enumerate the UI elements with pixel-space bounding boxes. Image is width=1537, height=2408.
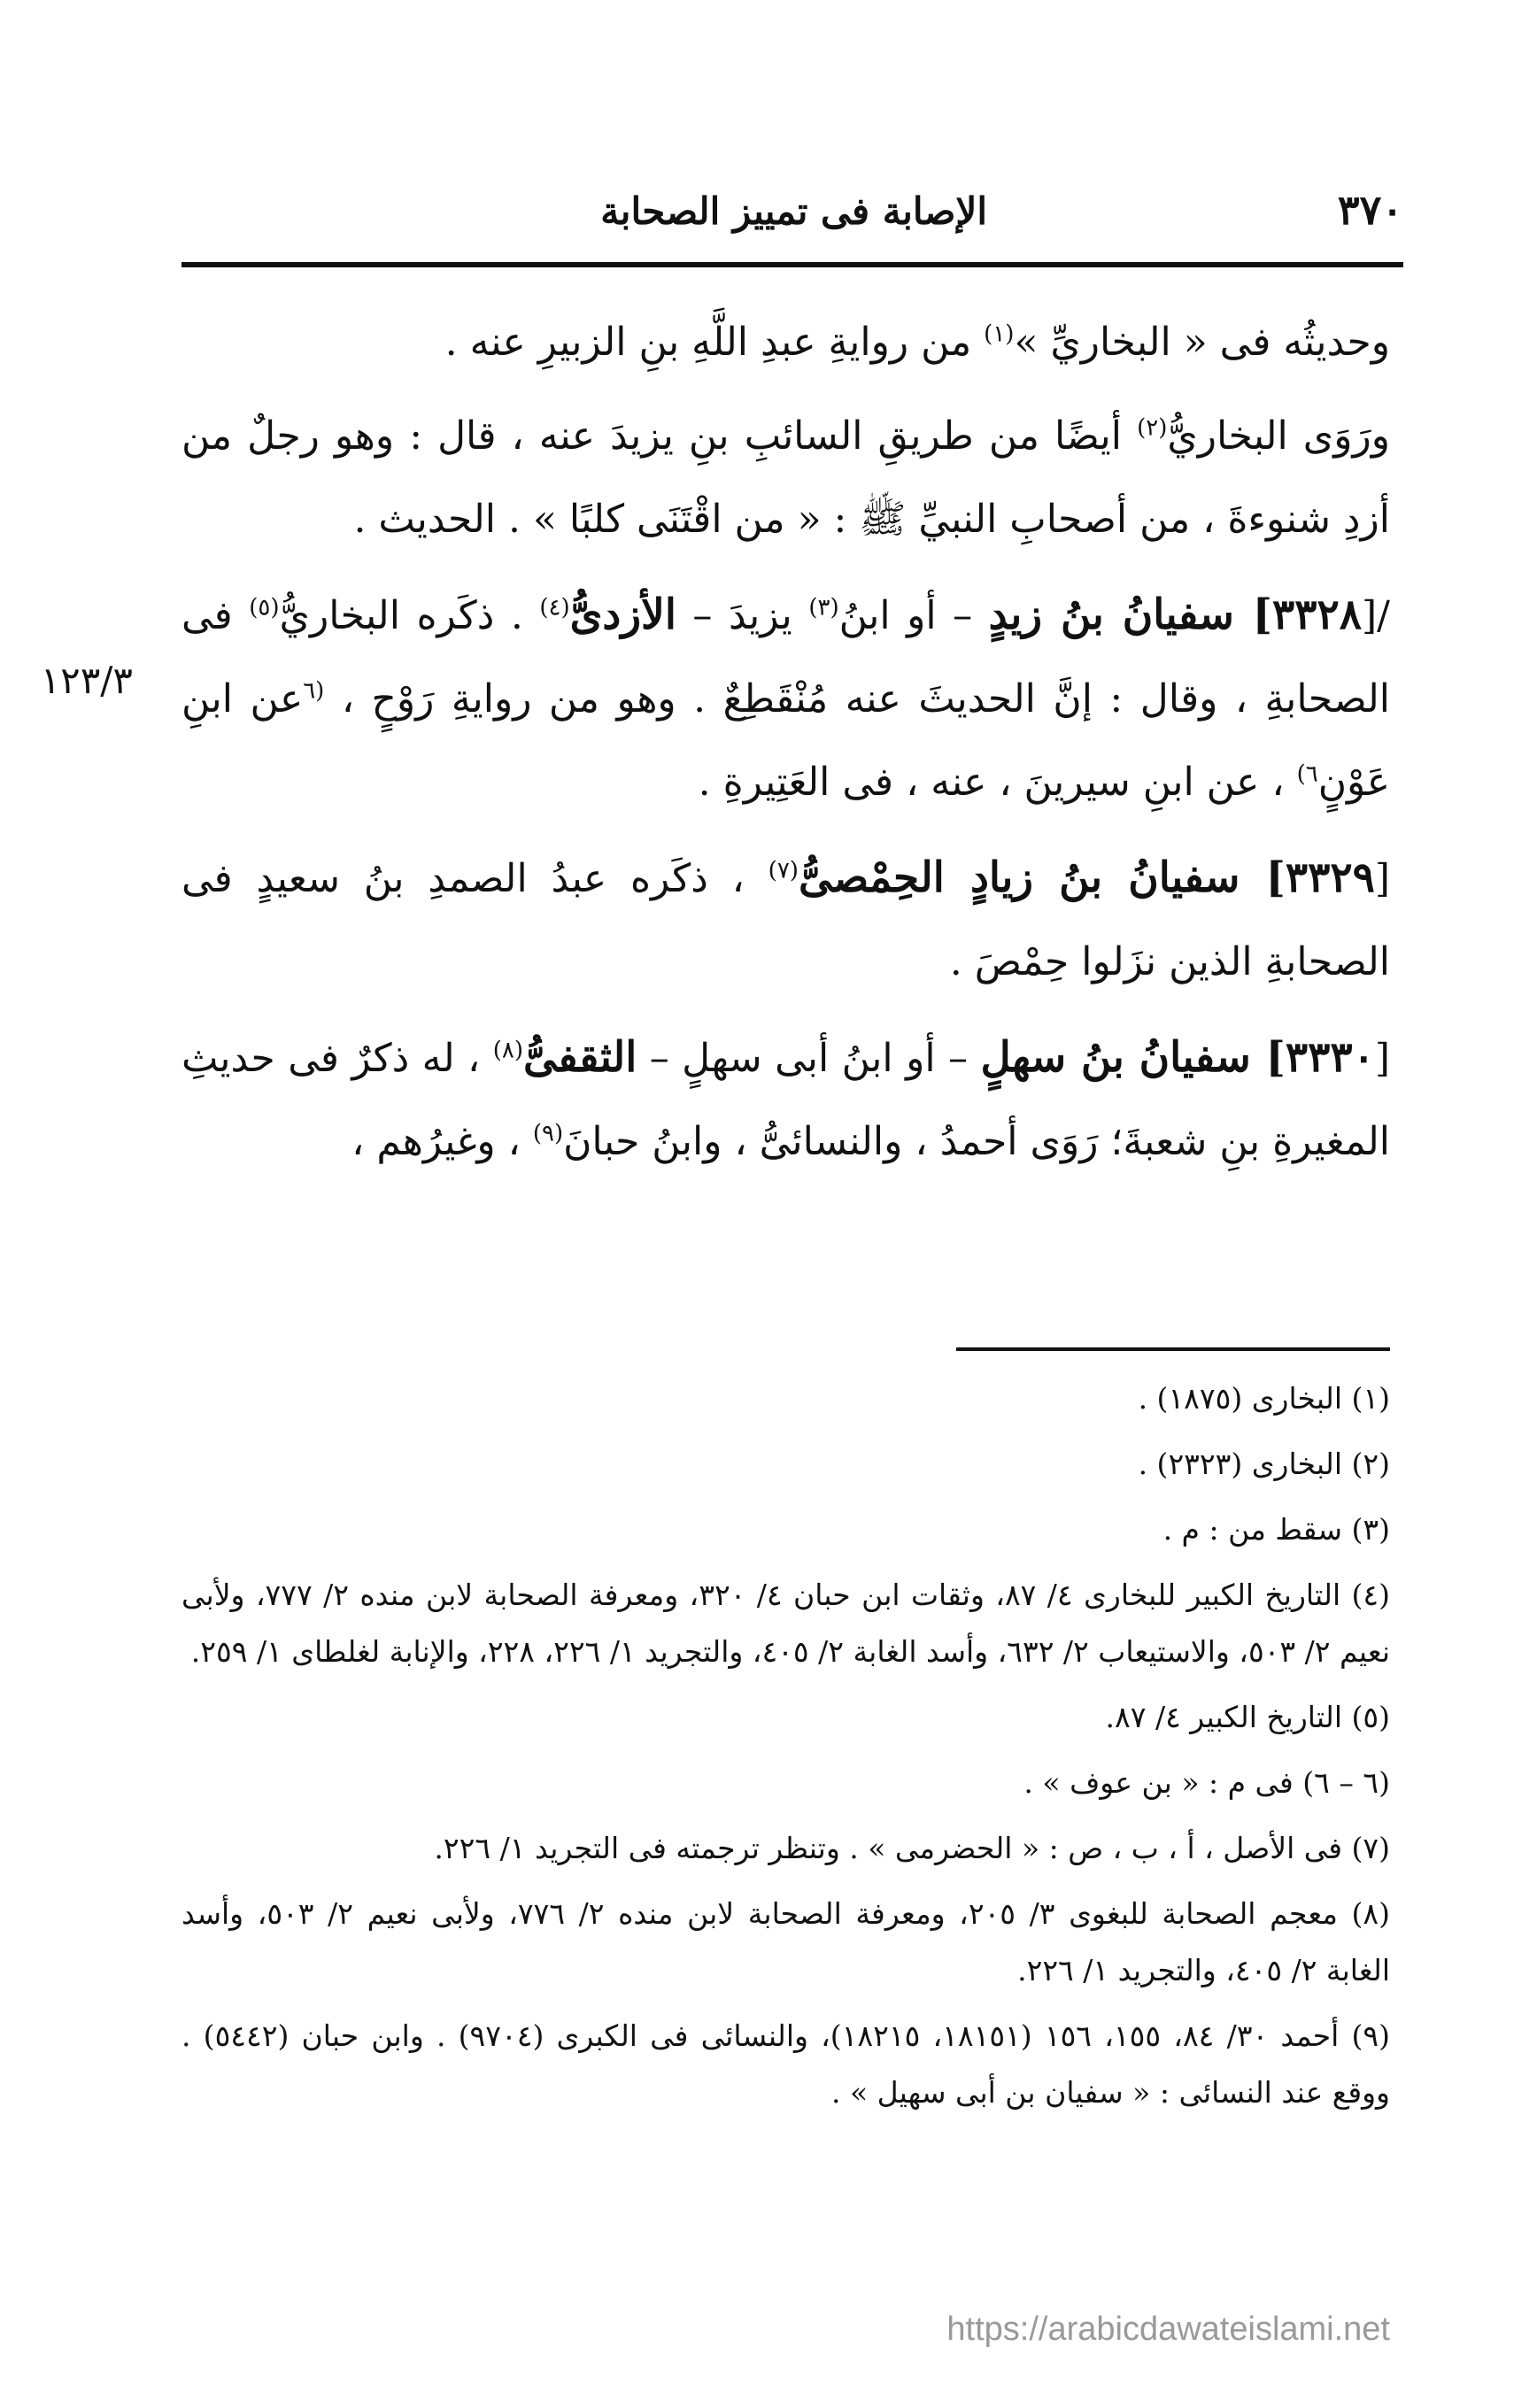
footnote-ref: (٥) [249,594,280,621]
paragraph-2 [182,395,1390,561]
paragraph-1 [182,301,1390,384]
text-span: /[ [1362,593,1390,638]
entry-3328 [182,574,1390,824]
entry-nisba: الثقفىُّ [522,1033,637,1082]
text-span: . ذكَره البخاريُّ [279,593,540,638]
text-span: ، له ذكرٌ فى حديثِ المغيرةِ بنِ شعبةَ؛ رَوَى أحمدُ ، والنسائىُّ ، وابنُ حبانَ [182,1036,1390,1164]
entry-heading: ٣٣٢٨] سفيانُ بنُ زيدٍ [988,590,1362,639]
footnote-rule [956,1347,1390,1351]
footnote-ref: (٧) [768,857,799,884]
footnote-4: (٤) التاريخ الكبير للبخارى ٤/ ٨٧، وثقات ابن حبان ٤/ ٣٢٠، ومعرفة الصحابة لابن منده ٢/ ٧٧٧، ولأبى نعيم ٢/ ٥٠٣، والاستيعاب ٢/ ٦٣٢، وأسد الغابة ٢/ ٤٠٥، والتجريد ١/ ٢٢٦، ٢٢٨، والإنابة لغلطاى ١/ ٢٥٩. [182,1578,1391,1669]
footnote-ref: (٣) [808,594,839,621]
footnote-ref: (٦ [303,677,325,705]
entry-3329 [182,837,1390,1004]
footnote-9: (٩) أحمد ٣٠/ ٨٤، ١٥٥، ١٥٦ (١٨١٥١، ١٨٢١٥)، والنسائى فى الكبرى (٩٧٠٤) . وابن حبان (٥٤٤٢) . ووقع عند النسائى : « سفيان بن أبى سهيل » . [182,2018,1391,2110]
text-span: وحديثُه فى « البخاريِّ » [1014,320,1390,365]
footnote-5: (٥) التاريخ الكبير ٤/ ٨٧. [1105,1700,1390,1734]
text-span: ، ذكَره عبدُ الصمدِ بنُ سعيدٍ فى الصحابةِ الذين نزَلوا حِمْصَ . [182,856,1390,984]
footnote-ref: (٤) [539,594,570,621]
footnote-2: (٢) البخارى (٢٣٢٣) . [1138,1447,1390,1481]
footnotes [182,1370,1390,2130]
text-span: ، وغيرُهم ، [351,1119,533,1164]
footnote-ref: (٨) [492,1037,523,1064]
website-watermark: https://arabicdawateislami.net [946,2311,1390,2348]
footnote-ref: (٢) [1137,414,1168,442]
text-span: فى الصحابةِ ، وقال : إنَّ الحديثَ عنه مُنْقَطِعٌ . وهو من روايةِ رَوْحٍ ، [182,593,1390,722]
text-span: ، عن ابنِ سيرينَ ، عنه ، فى العَتِيرةِ . [698,760,1297,805]
text-span: – أو ابنُ أبى سهلٍ – [637,1036,981,1081]
footnote-ref: ٦) [1296,760,1318,788]
main-text [182,301,1390,1194]
footnote-1: (١) البخارى (١٨٧٥) . [1138,1381,1390,1416]
header-rule [182,262,1403,267]
page-header [182,177,1403,261]
footnote-7: (٧) فى الأصل ، أ ، ب ، ص : « الحضرمى » . وتنظر ترجمته فى التجريد ١/ ٢٢٦. [434,1831,1390,1865]
running-title: الإصابة فى تمييز الصحابة [600,189,987,233]
page-number: ٣٧٠ [1337,186,1403,234]
footnote-ref: (١) [984,320,1015,348]
footnote-6: (٦ – ٦) فى م : « بن عوف » . [1023,1765,1390,1800]
footnote-ref: (٩) [532,1120,564,1147]
margin-reference: ١٢٣/٣ [40,659,133,702]
entry-nisba: الأزدىُّ [569,590,676,639]
text-span: أيضًا من طريقِ السائبِ بنِ يزيدَ عنه ، قال : وهو رجلٌ من أزدِ شنوءةَ ، من أصحابِ النبيِّ ﷺ : « من اقْتَنَى كلبًا » . الحديث . [182,413,1390,542]
footnote-3: (٣) سقط من : م . [1162,1512,1390,1547]
text-span: [ [1374,856,1390,901]
text-span: من روايةِ عبدِ اللَّهِ بنِ الزبيرِ عنه . [444,320,985,365]
text-span: ورَوَى البخاريُّ [1167,413,1390,459]
entry-3330 [182,1016,1390,1184]
text-span: [ [1374,1036,1391,1081]
footnote-8: (٨) معجم الصحابة للبغوى ٣/ ٢٠٥، ومعرفة الصحابة لابن منده ٢/ ٧٧٦، ولأبى نعيم ٢/ ٥٠٣، وأسد الغابة ٢/ ٤٠٥، والتجريد ١/ ٢٢٦. [182,1896,1391,1987]
text-span: عن ابنِ عَوْنٍ [182,676,1390,805]
entry-heading: ٣٣٢٩] سفيانُ بنُ زيادٍ الحِمْصىُّ [798,853,1375,902]
text-span: – أو ابنُ [838,593,989,638]
text-span: يزيدَ – [676,593,809,638]
entry-heading: ٣٣٣٠] سفيانُ بنُ سهلٍ [980,1033,1375,1082]
